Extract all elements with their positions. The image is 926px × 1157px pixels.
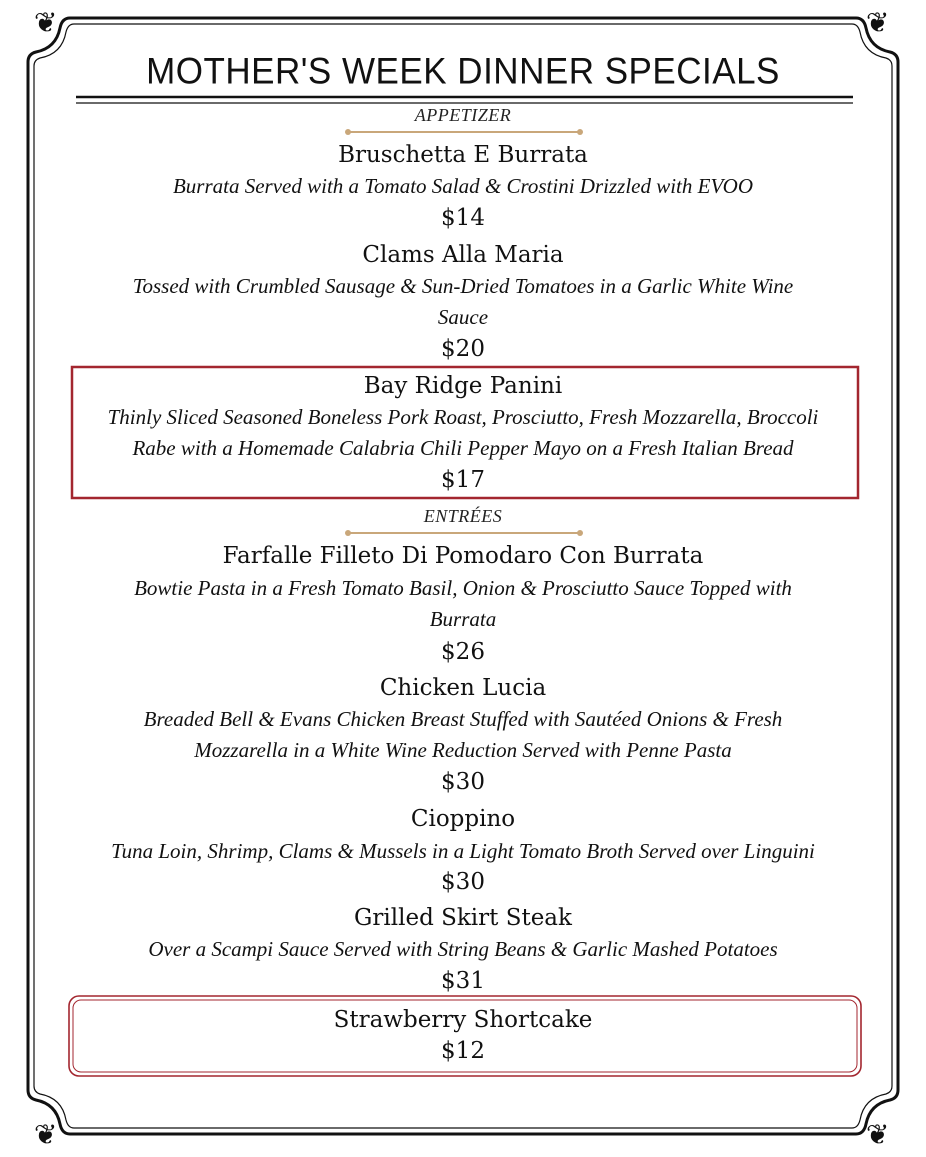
item-description: Bowtie Pasta in a Fresh Tomato Basil, Onion & Prosciutto Sauce Topped with (134, 576, 792, 600)
item-price: $26 (441, 639, 485, 665)
item-name: Clams Alla Maria (362, 242, 564, 268)
flourish-icon: ❦ (866, 6, 890, 39)
section-label-appetizer: APPETIZER (414, 105, 512, 125)
flourish-icon: ❦ (34, 6, 58, 39)
flourish-icon: ❦ (34, 1118, 58, 1151)
item-price: $17 (441, 467, 485, 493)
item-name: Bruschetta E Burrata (338, 142, 588, 168)
item-description: Burrata Served with a Tomato Salad & Crostini Drizzled with EVOO (172, 174, 754, 198)
flourish-icon: ❦ (866, 1118, 890, 1151)
section-label-entrees: ENTRÉES (423, 506, 503, 526)
entrees-divider (345, 530, 583, 536)
item-name: Cioppino (410, 806, 516, 832)
appetizer-divider (345, 129, 583, 135)
dessert-name: Strawberry Shortcake (333, 1007, 593, 1033)
item-description: Thinly Sliced Seasoned Boneless Pork Roast, Prosciutto, Fresh Mozzarella, Broccoli (107, 405, 819, 429)
item-description: Over a Scampi Sauce Served with String Beans & Garlic Mashed Potatoes (148, 937, 778, 961)
item-name: Farfalle Filleto Di Pomodaro Con Burrata (222, 543, 704, 569)
item-name: Bay Ridge Panini (363, 373, 563, 399)
item-name: Grilled Skirt Steak (354, 905, 572, 931)
item-description: Tuna Loin, Shrimp, Clams & Mussels in a Light Tomato Broth Served over Linguini (111, 839, 815, 863)
item-description: Breaded Bell & Evans Chicken Breast Stuffed with Sautéed Onions & Fresh (143, 707, 783, 731)
item-name: Chicken Lucia (379, 675, 547, 701)
item-description: Tossed with Crumbled Sausage & Sun-Dried Tomatoes in a Garlic White Wine (132, 274, 794, 298)
item-description: Rabe with a Homemade Calabria Chili Pepper Mayo on a Fresh Italian Bread (132, 436, 794, 460)
item-price: $31 (441, 968, 485, 994)
item-description: Sauce (437, 305, 489, 329)
dessert-price: $12 (441, 1038, 485, 1064)
item-price: $20 (441, 336, 485, 362)
item-price: $14 (441, 205, 485, 231)
item-price: $30 (441, 869, 485, 895)
item-description: Burrata (429, 607, 497, 631)
item-description: Mozzarella in a White Wine Reduction Served with Penne Pasta (194, 738, 732, 762)
item-price: $30 (441, 769, 485, 795)
menu-title: MOTHER'S WEEK DINNER SPECIALS (146, 51, 780, 92)
